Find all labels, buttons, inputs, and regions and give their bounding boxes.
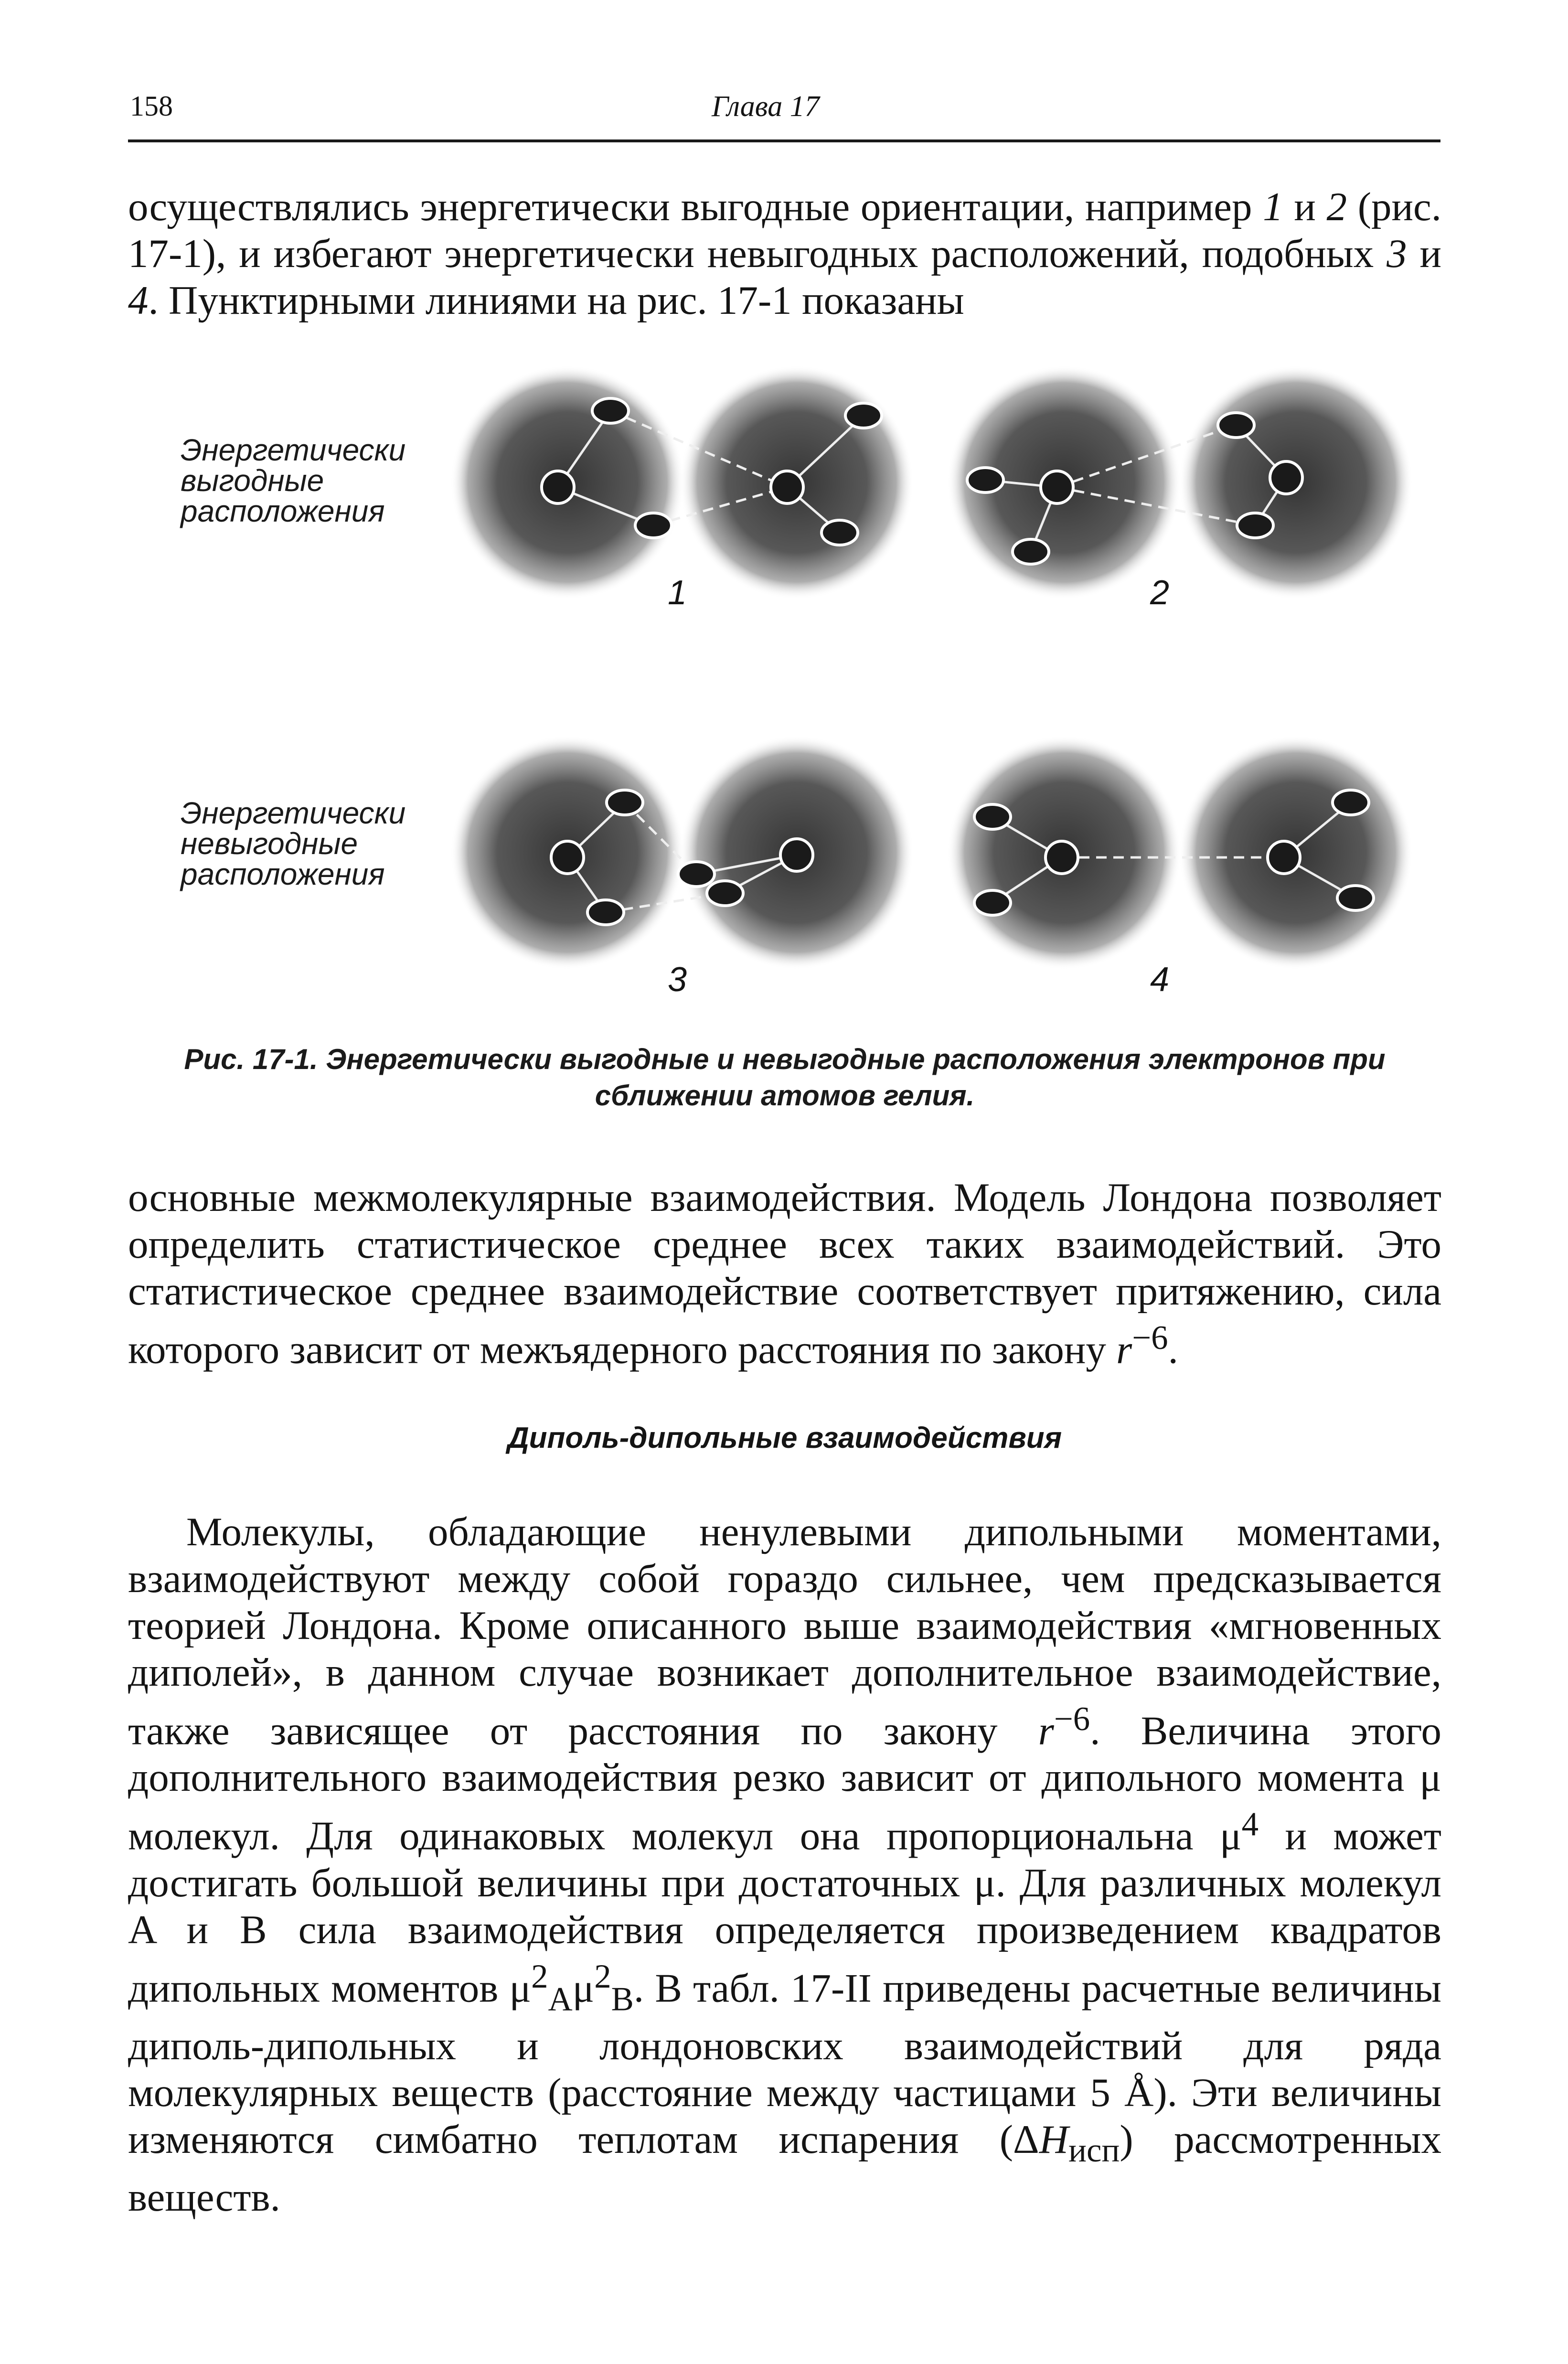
electron bbox=[845, 403, 882, 428]
italic-numeral: 3 bbox=[1387, 231, 1407, 276]
electron bbox=[1013, 539, 1049, 564]
pair-number-1: 1 bbox=[668, 574, 687, 612]
text-run: осуществлялись энергетически выгодные ориентации, например bbox=[128, 184, 1263, 229]
electron bbox=[707, 881, 743, 906]
page-number: 158 bbox=[130, 90, 173, 122]
text-run: . В табл. 17-II приведены расчетные величины диполь-дипольных и лондоновских взаимодействий для ряда молекулярных веществ (расстояние между частицами 5 Å). Эти величины изменяются симбатно теплотам испарения (Δ bbox=[128, 1965, 1441, 2162]
text-run: ) рассмотренных веществ. bbox=[128, 2117, 1441, 2220]
nucleus bbox=[780, 839, 813, 871]
math-subscript: A bbox=[548, 1980, 573, 2018]
label-line: расположения bbox=[181, 494, 385, 528]
caption-text: Энергетически выгодные и невыгодные расположения электронов при сближении атомов гелия. bbox=[318, 1043, 1386, 1112]
electron bbox=[1333, 790, 1369, 815]
text-run: . bbox=[1168, 1327, 1178, 1372]
atom-pair-1 bbox=[450, 365, 914, 599]
math-exponent: −6 bbox=[1054, 1701, 1090, 1738]
nucleus bbox=[1270, 461, 1302, 494]
figure-caption bbox=[128, 1041, 1441, 1114]
electron bbox=[974, 890, 1011, 915]
electron bbox=[967, 468, 1003, 492]
electron bbox=[1218, 413, 1254, 438]
electron bbox=[678, 862, 715, 887]
pair-number-3: 3 bbox=[668, 961, 687, 999]
pair-number-4: 4 bbox=[1150, 961, 1170, 999]
label-line: выгодные bbox=[181, 463, 324, 498]
label-unfavorable bbox=[181, 798, 405, 889]
paragraph-bottom bbox=[128, 1508, 1441, 2221]
math-subscript: B bbox=[611, 1980, 634, 2018]
section-heading: Диполь-дипольные взаимодействия bbox=[507, 1422, 1062, 1455]
electron bbox=[607, 790, 643, 815]
paragraph-top bbox=[128, 183, 1441, 324]
text-run: и может достигать большой величины при достаточных μ. Для различных молекул A и B сила взаимодействия определяется произведением квадратов дипольных моментов μ bbox=[128, 1813, 1441, 2011]
label-line: Энергетически bbox=[181, 433, 406, 467]
italic-numeral: 2 bbox=[1326, 184, 1347, 229]
nucleus bbox=[1041, 471, 1073, 503]
label-line: расположения bbox=[181, 857, 385, 891]
text-run: основные межмолекулярные взаимодействия. Модель Лондона позволяет определить статистическое среднее всех таких взаимодействий. Это статистическое среднее взаимодействие соответствует притяжению, сила которого зависит от межъядерного расстояния по закону bbox=[128, 1175, 1441, 1372]
electron bbox=[1337, 886, 1374, 910]
nucleus bbox=[551, 841, 584, 874]
electron bbox=[587, 900, 624, 925]
nucleus bbox=[1268, 841, 1300, 874]
text-run: Молекулы, обладающие ненулевыми дипольными моментами, взаимодействуют между собой гораздо сильнее, чем предсказывается теорией Лондона. Кроме описанного выше взаимодействия «мгновенных диполей», в данном случае возникает дополнительное взаимодействие, также зависящее от расстояния по закону bbox=[128, 1509, 1441, 1754]
figure-17-1 bbox=[128, 344, 1441, 1008]
math-symbol: μ bbox=[572, 1965, 595, 2011]
nucleus bbox=[771, 471, 803, 503]
text-run: (рис. 17-1), и избегают энергетически невыгодных расположений, подобных bbox=[128, 184, 1441, 276]
header-rule bbox=[128, 139, 1440, 142]
math-subscript: исп bbox=[1068, 2131, 1120, 2169]
electron bbox=[1237, 513, 1273, 538]
electron bbox=[592, 398, 629, 423]
pair-number-2: 2 bbox=[1150, 574, 1170, 612]
italic-numeral: 1 bbox=[1263, 184, 1283, 229]
label-line: невыгодные bbox=[181, 826, 358, 861]
nucleus bbox=[1045, 841, 1078, 874]
electron bbox=[635, 513, 672, 538]
electron bbox=[821, 520, 858, 545]
electron bbox=[974, 804, 1011, 829]
nucleus bbox=[542, 471, 574, 503]
math-variable: r bbox=[1116, 1327, 1132, 1372]
caption-lead: Рис. 17-1. bbox=[184, 1043, 318, 1075]
text-run: . Величина этого дополнительного взаимодействия резко зависит от дипольного момента μ молекул. Для одинаковых молекул она пропорциональна μ bbox=[128, 1708, 1441, 1859]
math-variable: H bbox=[1039, 2117, 1069, 2162]
running-head: Глава 17 bbox=[712, 90, 820, 123]
italic-numeral: 4 bbox=[128, 278, 149, 323]
math-exponent: 2 bbox=[531, 1958, 548, 1995]
atom-pair-3 bbox=[450, 736, 914, 970]
label-favorable bbox=[181, 435, 405, 526]
text-run: . Пунктирными линиями на рис. 17-1 показаны bbox=[148, 278, 964, 323]
math-exponent: 2 bbox=[594, 1958, 611, 1995]
math-variable: r bbox=[1038, 1708, 1054, 1754]
math-exponent: 4 bbox=[1241, 1806, 1259, 1843]
label-line: Энергетически bbox=[181, 796, 406, 830]
paragraph-middle bbox=[128, 1174, 1441, 1373]
atom-pair-2 bbox=[947, 365, 1413, 599]
text-run: и bbox=[1407, 231, 1441, 276]
atom-pair-4 bbox=[947, 736, 1413, 970]
math-exponent: −6 bbox=[1132, 1319, 1168, 1357]
text-run: и bbox=[1283, 184, 1327, 229]
